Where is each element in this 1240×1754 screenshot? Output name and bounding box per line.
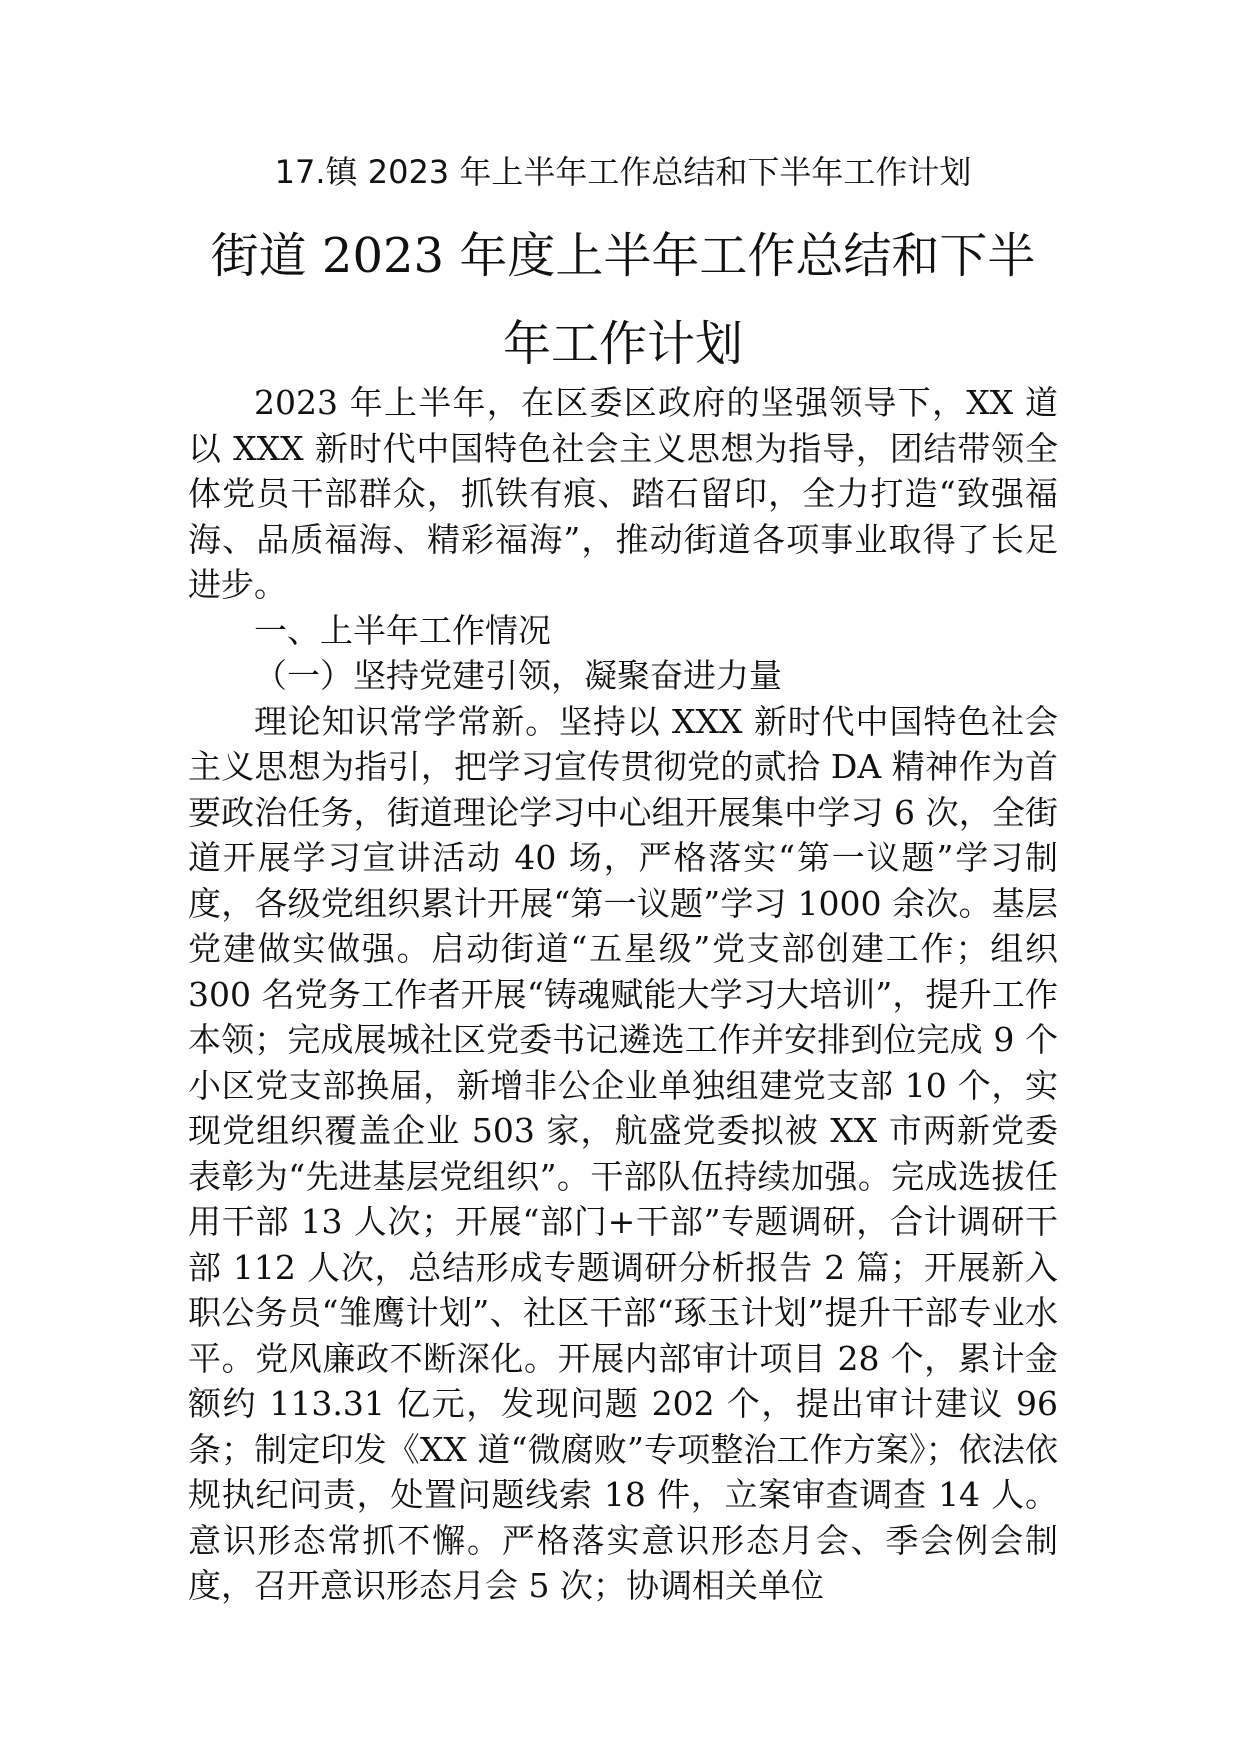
document-heading: 17.镇 2023 年上半年工作总结和下半年工作计划 — [274, 153, 972, 191]
intro-paragraph: 2023 年上半年，在区委区政府的坚强领导下，XX 道以 XXX 新时代中国特色社会主义思想为指导，团结带领全体党员干部群众，抓铁有痕、踏石留印，全力打造“致强福海、品质福海、精彩福海”，推动街道各项事业取得了长足进步。 — [188, 383, 1058, 604]
section-heading: 一、上半年工作情况 — [254, 610, 551, 650]
document-title: 街道 2023 年度上半年工作总结和下半年工作计划 — [210, 228, 1036, 372]
subsection-heading: （一）坚持党建引领，凝聚奋进力量 — [254, 656, 782, 695]
body-paragraph: 理论知识常学常新。坚持以 XXX 新时代中国特色社会主义思想为指引，把学习宣传贯彻党的贰拾 DA 精神作为首要政治任务，街道理论学习中心组开展集中学习 6 次，全街道开展学习宣讲活动 40 场，严格落实“第一议题”学习制度，各级党组织累计开展“第一议题”学习 1000 余次。基层党建做实做强。启动街道“五星级”党支部创建工作；组织 300 名党务工作者开展“铸魂赋能大学习大培训”，提升工作本领；完成展城社区党委书记遴选工作并安排到位完成 9 个小区党支部换届，新增非公企业单独组建党支部 10 个，实现党组织覆盖企业 503 家，航盛党委拟被 XX 市两新党委表彰为“先进基层党组织”。干部队伍持续加强。完成选拔任用干部 13 人次；开展“部门+干部”专题调研，合计调研干部 112 人次，总结形成专题调研分析报告 2 篇；开展新入职公务员“雏鹰计划”、社区干部“琢玉计划”提升干部专业水平。党风廉政不断深化。开展内部审计项目 28 个，累计金额约 113.31 亿元，发现问题 202 个，提出审计建议 96 条；制定印发《XX 道“微腐败”专项整治工作方案》；依法依规执纪问责，处置问题线索 18 件，立案审查调查 14 人。意识形态常抓不懈。严格落实意识形态月会、季会例会制度，召开意识形态月会 5 次；协调相关单位 — [188, 701, 1058, 1605]
document-body — [188, 380, 1058, 1609]
